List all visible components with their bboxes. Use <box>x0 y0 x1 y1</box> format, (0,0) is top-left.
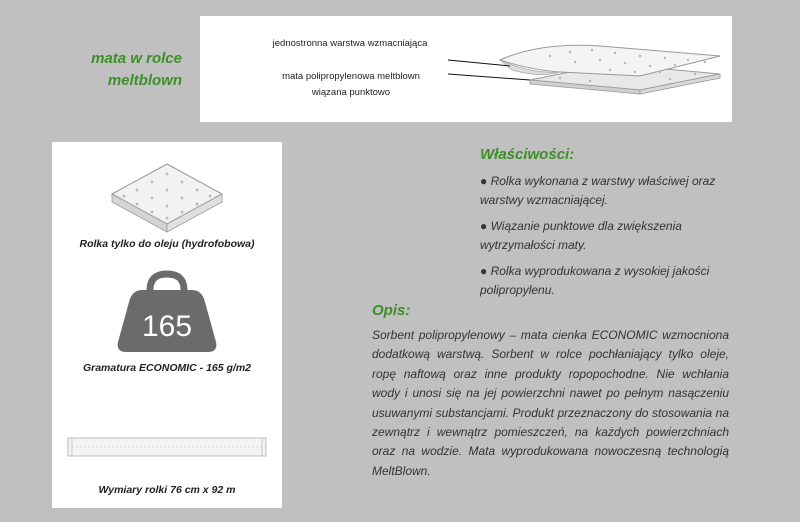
description-text: Sorbent polipropylenowy – mata cienka ECONOMIC wzmocniona dodatkową warstwą. Sorbent w rolce pochłaniający tylko oleje, ropę naftową oraz inne produkty ropopochodne. Nie wchłania wody i unosi się na jej powierzchni nawet po pełnym nasączeniu usuwanymi substancjami. Produkt przeznaczony do stosowania na zewnątrz i wewnątrz pomieszczeń, na każdych powierzchniach oraz na wodzie. Mata wyprodukowana nowoczesną technologią MeltBlown. <box>372 328 729 478</box>
property-item: ● Rolka wykonana z warstwy właściwej oraz warstwy wzmacniającej. <box>480 174 716 207</box>
pp-layer-label <box>246 69 456 101</box>
grammage-caption: Gramatura ECONOMIC - 165 g/m2 <box>82 362 252 374</box>
pp-pointer-line <box>448 74 530 80</box>
layer-diagram <box>200 16 732 122</box>
product-title-line1: mata w rolce <box>91 50 182 67</box>
description-title: Opis: <box>372 302 411 319</box>
roll-size-caption: Wymiary rolki 76 cm x 92 m <box>98 484 236 496</box>
weight-value: 165 <box>141 310 193 343</box>
properties-title: Właściwości: <box>480 146 575 163</box>
pp-layer-label-line2: wiązana punktowo <box>311 87 391 98</box>
oil-only-caption: Rolka tylko do oleju (hydrofobowa) <box>79 238 255 250</box>
product-title <box>40 48 182 92</box>
mat-square-icon <box>112 164 222 232</box>
property-item: ● Wiązanie punktowe dla zwiększenia wytrzymałości maty. <box>480 219 682 252</box>
product-title-line2: meltblown <box>107 72 182 89</box>
product-card <box>52 142 282 508</box>
roll-size-icon <box>68 438 266 456</box>
property-item: ● Rolka wyprodukowana z wysokiej jakości polipropylenu. <box>480 264 710 297</box>
reinforcing-layer-label: jednostronna warstwa wzmacniająca <box>272 38 428 49</box>
pp-layer-label-line1: mata polipropylenowa meltblown <box>282 71 420 82</box>
